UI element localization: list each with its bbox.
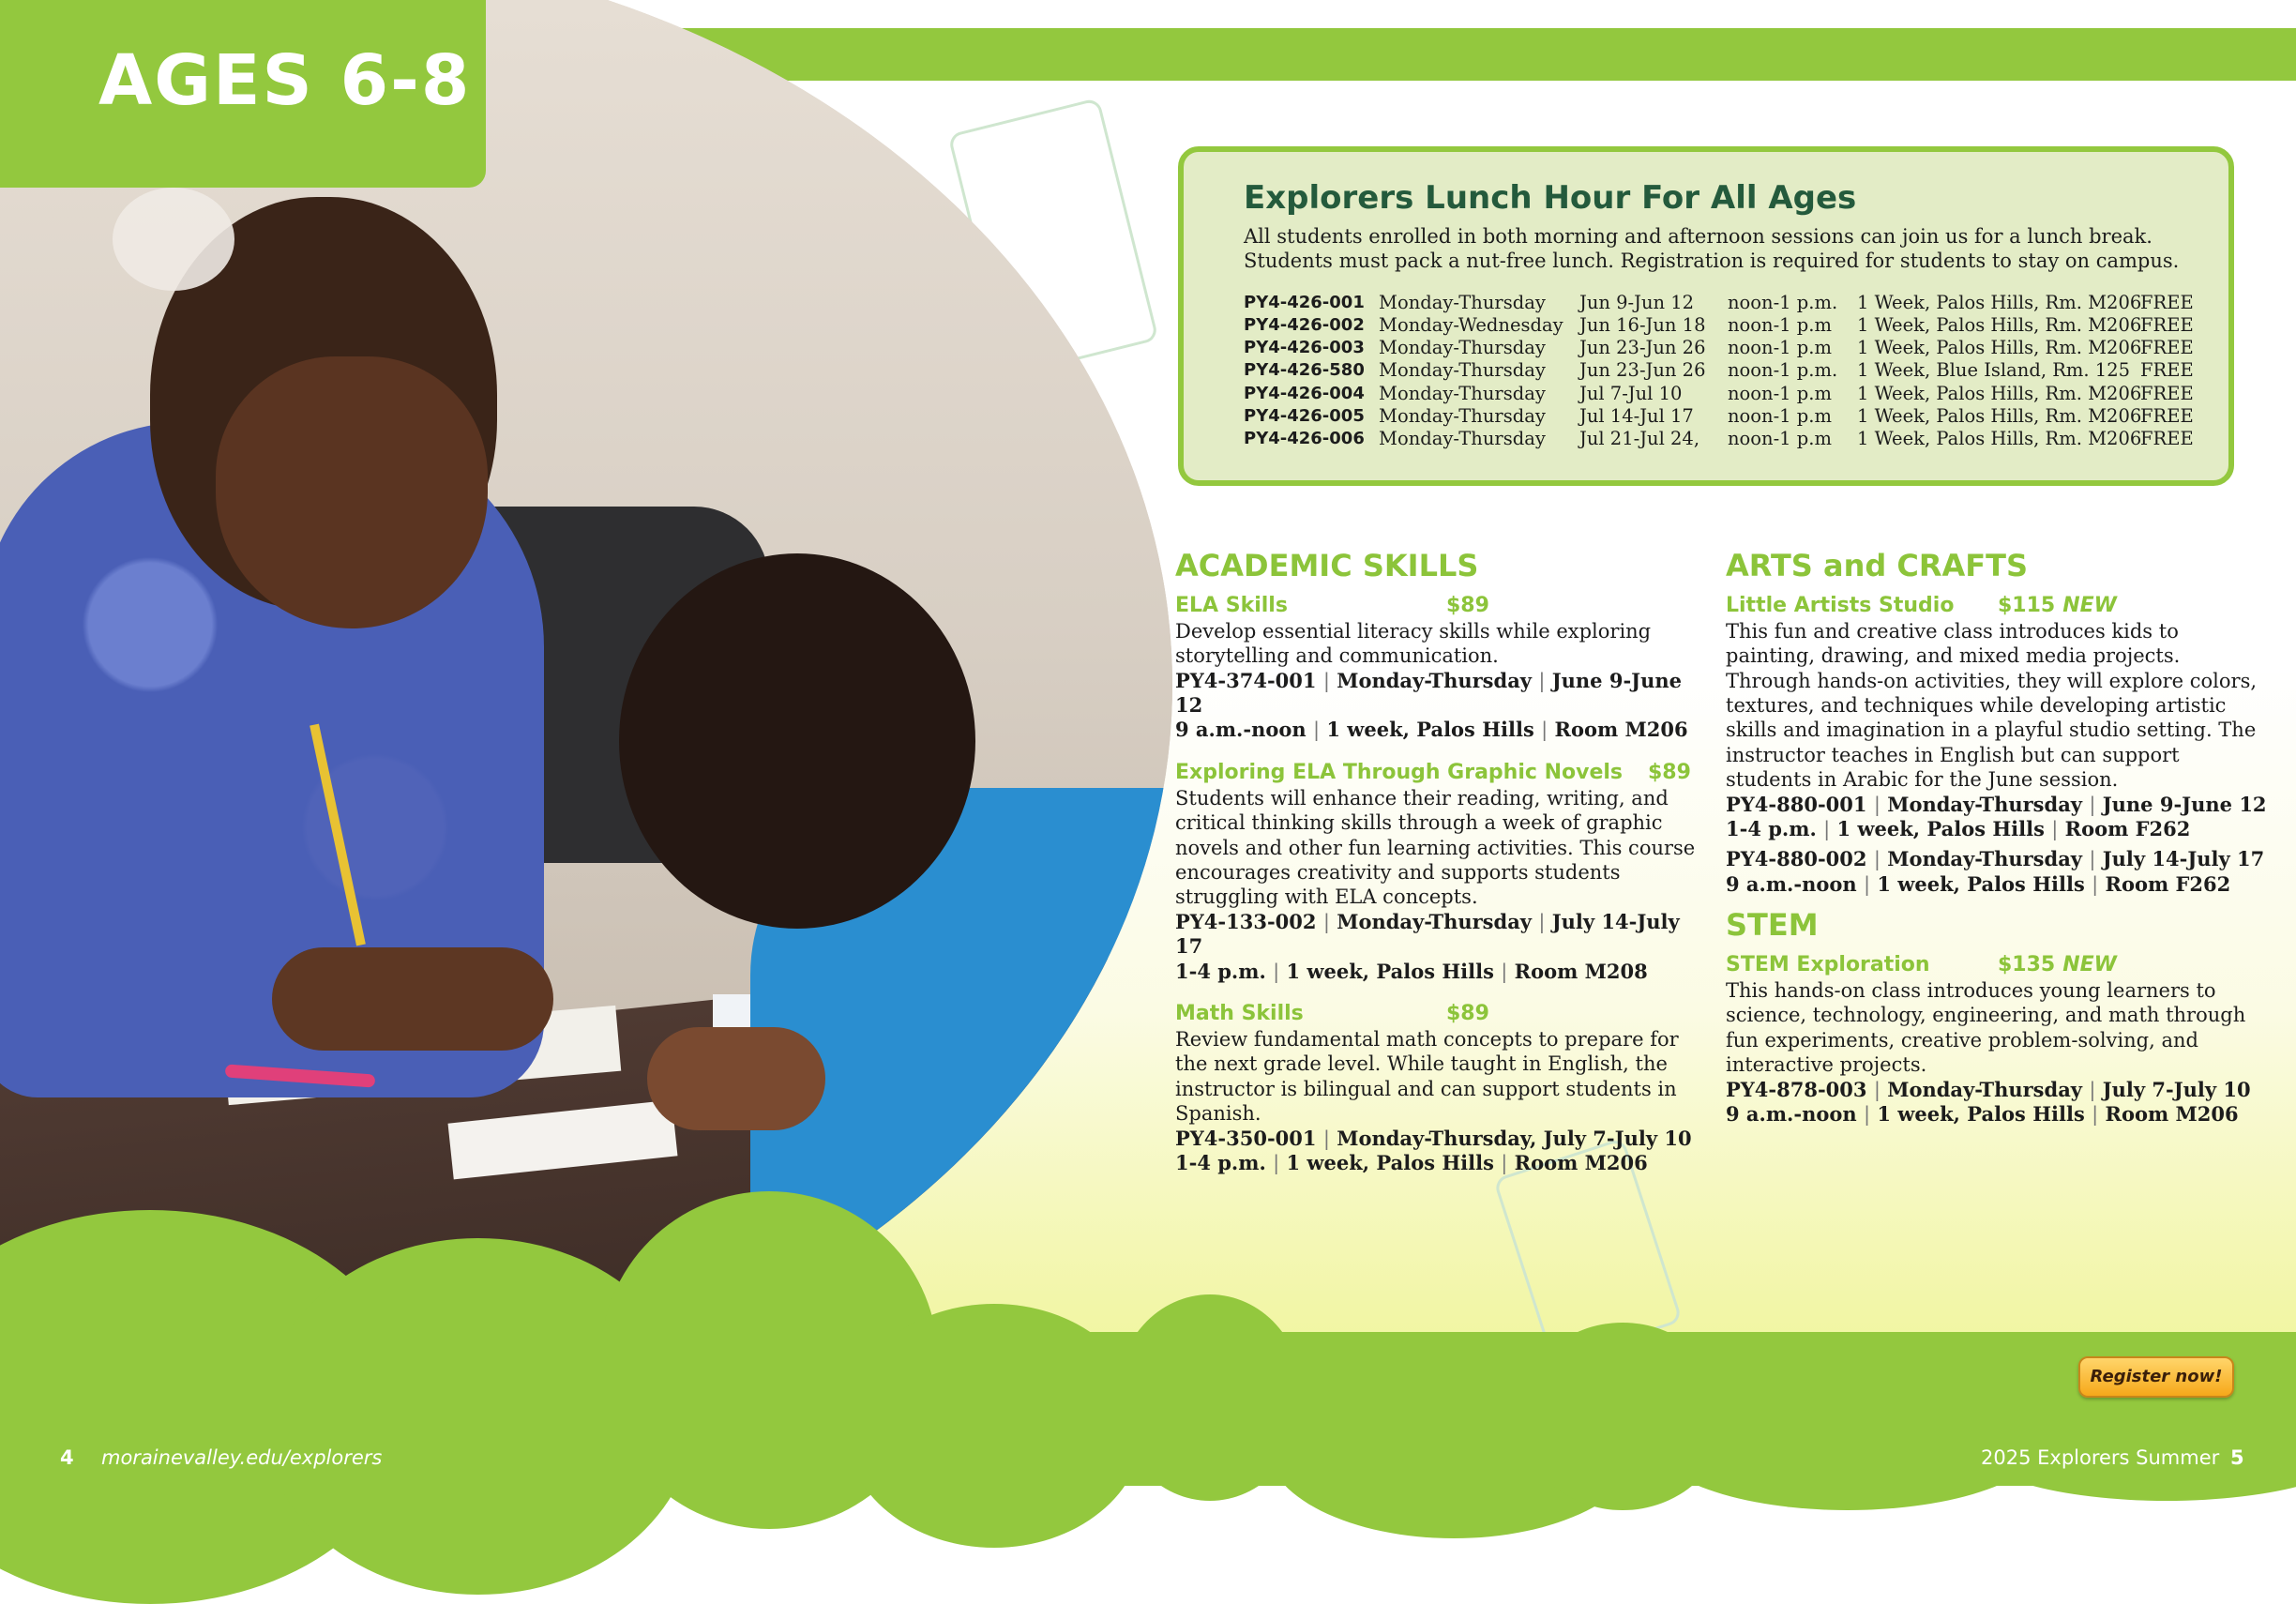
separator: | [1322,910,1330,933]
lunch-days: Monday-Thursday [1379,359,1546,382]
course-code: PY4-880-002 [1726,847,1867,871]
course-price: $89 [1648,760,1691,784]
lunch-days: Monday-Wednesday [1379,313,1563,336]
lunch-location: 1 Week, Palos Hills, Rm. M206 [1857,382,2142,404]
section-title-arts: ARTS and CRAFTS [1726,548,2029,583]
course-description: This hands-on class introduces young learners to science, technology, engineering, and math through fun experiments, creative problem-solving, and interactive projects. [1726,979,2246,1077]
section-title-stem: STEM [1726,907,1819,944]
course-code: PY4-374-001 [1175,668,1317,692]
lunch-code: PY4-426-005 [1244,405,1365,426]
course-name: Exploring ELA Through Graphic Novels [1175,760,1624,784]
separator: | [1873,848,1881,871]
lunch-row [1244,405,2228,428]
separator: | [2092,872,2099,896]
separator: | [1538,669,1546,692]
lunch-location: 1 Week, Blue Island, Rm. 125 [1857,359,2131,382]
lunch-location: 1 Week, Palos Hills, Rm. M206 [1857,291,2142,313]
course-name: STEM Exploration [1726,953,1930,977]
separator: | [1501,1152,1508,1175]
separator: | [2089,1078,2096,1101]
lunch-hour-box [1178,146,2234,486]
course-code: PY4-133-002 [1175,909,1317,933]
lunch-dates: Jun 16-Jun 18 [1579,313,1706,336]
lunch-code: PY4-426-006 [1244,429,1365,449]
course-days: Monday-Thursday [1887,1077,2082,1101]
lunch-time: noon-1 p.m [1728,313,1832,336]
course-time: 9 a.m.-noon [1726,1102,1857,1127]
course-room: Room M206 [2105,1102,2239,1127]
publication-title: 2025 Explorers Summer [1981,1446,2220,1469]
new-badge: NEW [2062,593,2117,617]
course-price: $135 [1998,953,2056,977]
course-description: Review fundamental math concepts to prepare for the next grade level. While taught in English, the instructor is bilingual and can support students in Spanish. [1175,1028,1679,1126]
lunch-days: Monday-Thursday [1379,382,1546,404]
lunch-dates: Jun 9-Jun 12 [1579,291,1695,313]
course-header [1175,1001,1696,1027]
course-time: 9 a.m.-noon [1175,718,1307,742]
lunch-fee: FREE [2140,359,2194,382]
lunch-time: noon-1 p.m. [1728,359,1838,382]
course-schedule [1726,847,2270,897]
course-math-skills [1175,1001,1696,1175]
course-little-artists [1726,593,2270,897]
lunch-row [1244,292,2228,314]
course-price: $89 [1446,593,1489,617]
lunch-dates: Jun 23-Jun 26 [1579,359,1706,382]
course-ela-skills [1175,593,1696,743]
lunch-code: PY4-426-002 [1244,314,1365,335]
lunch-dates: Jun 23-Jun 26 [1579,337,1706,359]
lunch-row [1244,337,2228,359]
lunch-location: 1 Week, Palos Hills, Rm. M206 [1857,428,2142,450]
lunch-time: noon-1 p.m [1728,382,1832,404]
lunch-days: Monday-Thursday [1379,291,1546,313]
separator: | [1322,1127,1330,1150]
course-dates: July 7-July 10 [2102,1077,2251,1101]
course-stem-exploration [1726,952,2270,1127]
course-code: PY4-880-001 [1726,792,1867,816]
course-days: Monday-Thursday [1887,847,2082,871]
separator: | [1273,960,1280,983]
course-days: Monday-Thursday [1337,668,1532,692]
lunch-title: Explorers Lunch Hour For All Ages [1244,179,1857,217]
course-schedule [1175,910,1696,984]
course-duration: 1 week, Palos Hills [1877,1102,2085,1127]
separator: | [1863,1103,1871,1127]
lunch-time: noon-1 p.m [1728,337,1832,359]
separator: | [2051,818,2059,841]
website-link[interactable]: morainevalley.edu/explorers [101,1446,383,1469]
lunch-location: 1 Week, Palos Hills, Rm. M206 [1857,404,2142,427]
lunch-time: noon-1 p.m. [1728,291,1838,313]
separator: | [2092,1103,2099,1127]
lunch-code: PY4-426-004 [1244,383,1365,403]
separator: | [1501,960,1508,983]
lunch-row [1244,428,2228,450]
course-dates: June 9-June 12 [1175,668,1683,718]
register-now-button[interactable]: Register now! [2078,1356,2234,1398]
course-dates: June 9-June 12 [2102,792,2267,816]
course-room: Room M208 [1514,959,1648,983]
new-badge: NEW [2062,953,2117,977]
separator: | [1312,719,1321,742]
course-name: ELA Skills [1175,593,1288,617]
separator: | [1823,818,1831,841]
course-graphic-novels [1175,760,1696,984]
course-room: Room M206 [1514,1151,1648,1175]
lunch-fee: FREE [2140,337,2194,359]
lunch-code: PY4-426-003 [1244,338,1365,358]
lunch-fee: FREE [2140,404,2194,427]
lunch-code: PY4-426-580 [1244,360,1365,381]
lunch-dates: Jul 21-Jul 24, [1579,428,1700,450]
course-price: $89 [1446,1002,1489,1026]
course-schedule [1726,1078,2270,1127]
course-header [1726,952,2270,978]
lunch-schedule [1244,292,2228,451]
separator: | [1863,872,1871,896]
lunch-fee: FREE [2140,428,2194,450]
course-name: Math Skills [1175,1002,1304,1026]
course-duration: 1 week, Palos Hills [1286,959,1494,983]
course-header [1726,593,2270,619]
page-number-right: 5 [2230,1446,2244,1469]
course-duration: 1 week, Palos Hills [1836,817,2045,841]
course-price: $115 [1998,593,2056,617]
course-days-dates: Monday-Thursday, July 7-July 10 [1337,1126,1692,1150]
course-dates: July 14-July 17 [2102,847,2265,871]
separator: | [1873,1078,1881,1101]
academic-skills-section [1175,549,1696,1193]
lunch-fee: FREE [2140,382,2194,404]
lunch-row [1244,383,2228,405]
course-duration: 1 week, Palos Hills [1326,718,1534,742]
course-time: 1-4 p.m. [1175,959,1266,983]
separator: | [1873,793,1881,816]
course-room: Room F262 [2105,871,2231,896]
course-time: 1-4 p.m. [1175,1151,1266,1175]
lunch-description: All students enrolled in both morning and afternoon sessions can join us for a lunch break. Students must pack a nut-free lunch. Registration is required for students to stay on campus. [1244,224,2180,272]
course-name: Little Artists Studio [1726,593,1955,617]
lunch-time: noon-1 p.m [1728,404,1832,427]
course-description: This fun and creative class introduces kids to painting, drawing, and mixed media projects. Through hands-on activities, they will explore colors, textures, and techniques while developing artistic skills and imagination in a playful studio setting. The instructor teaches in English but can support students in Arabic for the June session. [1726,619,2258,792]
lunch-location: 1 Week, Palos Hills, Rm. M206 [1857,337,2142,359]
course-days: Monday-Thursday [1337,909,1532,933]
course-description: Students will enhance their reading, writing, and critical thinking skills through a week of graphic novels and other fun learning activities. This course encourages creativity and supports students struggling with ELA concepts. [1175,786,1696,909]
course-days: Monday-Thursday [1887,792,2082,816]
lunch-row [1244,314,2228,337]
course-schedule [1175,1127,1696,1176]
course-header [1175,760,1696,786]
lunch-code: PY4-426-001 [1244,292,1365,312]
lunch-location: 1 Week, Palos Hills, Rm. M206 [1857,313,2142,336]
course-room: Room F262 [2064,817,2191,841]
lunch-days: Monday-Thursday [1379,337,1546,359]
lunch-time: noon-1 p.m [1728,428,1832,450]
separator: | [2089,793,2096,816]
separator: | [1541,719,1548,742]
course-description: Develop essential literacy skills while exploring storytelling and communication. [1175,619,1652,668]
course-time: 9 a.m.-noon [1726,871,1857,896]
course-code: PY4-350-001 [1175,1126,1317,1150]
lunch-fee: FREE [2140,313,2194,336]
lunch-fee: FREE [2140,291,2194,313]
course-duration: 1 week, Palos Hills [1877,871,2085,896]
lunch-dates: Jul 14-Jul 17 [1579,404,1694,427]
lunch-dates: Jul 7-Jul 10 [1579,382,1683,404]
page-number-left: 4 [60,1446,74,1469]
arts-stem-section [1726,549,2270,1144]
section-title-academic: ACADEMIC SKILLS [1175,548,1479,583]
course-header [1175,593,1696,619]
separator: | [1273,1152,1280,1175]
course-duration: 1 week, Palos Hills [1286,1151,1494,1175]
course-schedule [1726,793,2270,842]
course-schedule [1175,669,1696,743]
lunch-row [1244,359,2228,382]
lunch-days: Monday-Thursday [1379,404,1546,427]
separator: | [2089,848,2096,871]
course-time: 1-4 p.m. [1726,817,1817,841]
page-title: AGES 6-8 [98,40,472,121]
separator: | [1322,669,1330,692]
lunch-days: Monday-Thursday [1379,428,1546,450]
separator: | [1538,910,1546,933]
course-dates: July 14-July 17 [1175,909,1680,959]
course-room: Room M206 [1554,718,1688,742]
course-code: PY4-878-003 [1726,1077,1867,1101]
